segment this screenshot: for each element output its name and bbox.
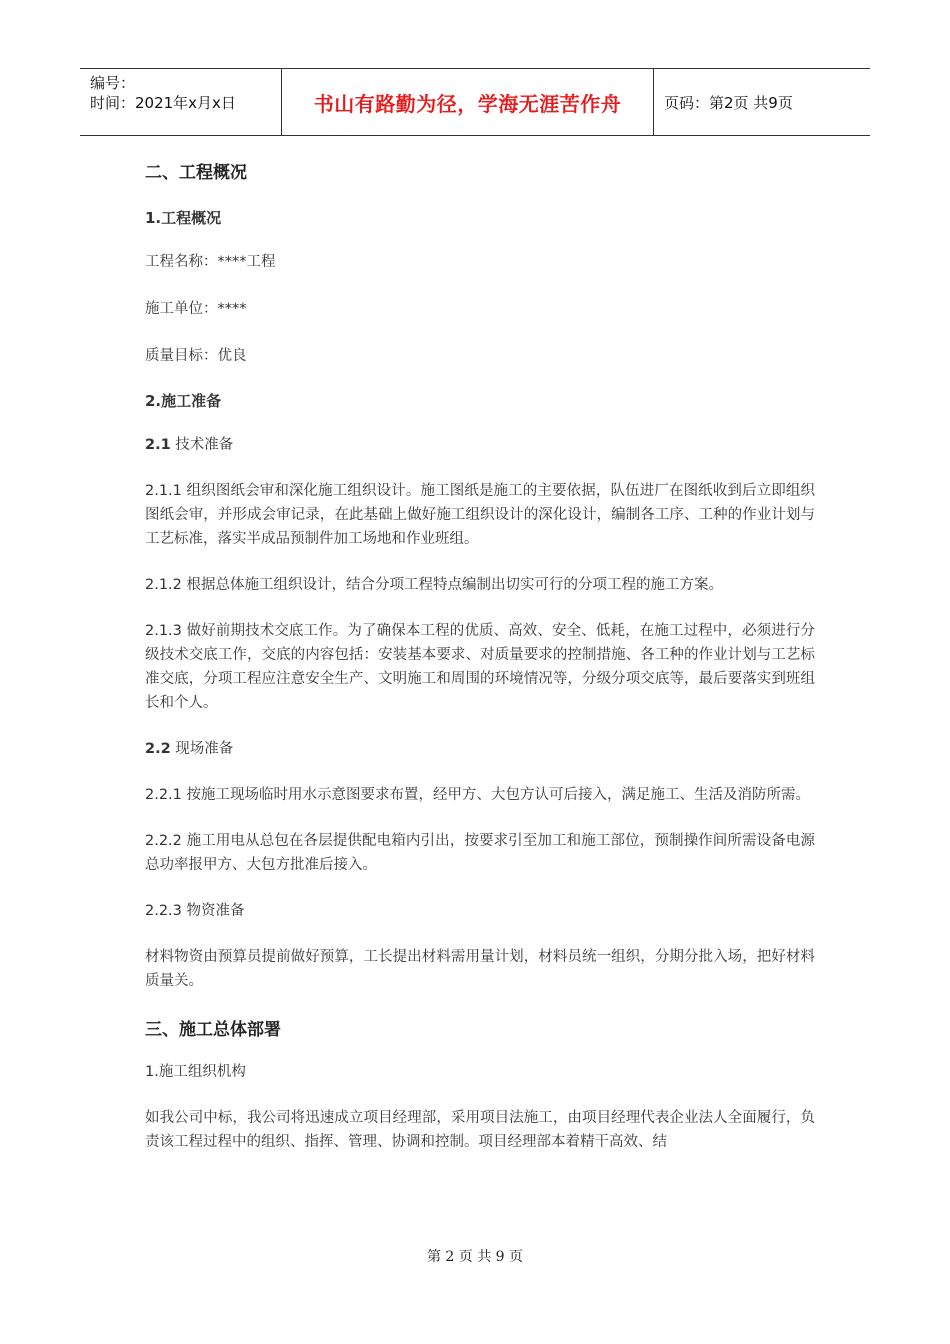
heading-site-prep	[145, 737, 815, 761]
project-name: 工程名称：****工程	[145, 254, 276, 270]
header-meta	[80, 69, 282, 135]
document-body	[145, 158, 815, 1154]
section-title-overview: 二、工程概况	[145, 163, 247, 183]
paragraph-organization: 如我公司中标，我公司将迅速成立项目经理部，采用项目法施工，由项目经理代表企业法人全面履行，负责该工程过程中的组织、指挥、管理、协调和控制。项目经理部本着精干高效、结	[145, 1110, 815, 1150]
paragraph-2-1-3: 2.1.3 做好前期技术交底工作。为了确保本工程的优质、高效、安全、低耗，在施工过程中，必须进行分级技术交底工作，交底的内容包括：安装基本要求、对质量要求的控制措施、各工种的作业计划与工艺标准交底，分项工程应注意安全生产、文明施工和周围的环境情况等，分级分项交底等，最后要落实到班组长和个人。	[145, 623, 815, 711]
subsection-title-preparation: 2.施工准备	[145, 392, 222, 410]
header-page-info: 页码：第2页 共9页	[664, 93, 793, 112]
subsection-title-project-overview: 1.工程概况	[145, 209, 222, 227]
paragraph-2-1-2: 2.1.2 根据总体施工组织设计，结合分项工程特点编制出切实可行的分项工程的施工方案。	[145, 577, 723, 593]
header-motto: 书山有路勤为径，学海无涯苦作舟	[282, 69, 654, 135]
paragraph-2-2-2: 2.2.2 施工用电从总包在各层提供配电箱内引出，按要求引至加工和施工部位，预制操作间所需设备电源总功率报甲方、大包方批准后接入。	[145, 833, 815, 873]
heading-technical-prep	[145, 433, 815, 457]
heading-text: 现场准备	[170, 741, 234, 757]
heading-text: 技术准备	[170, 437, 234, 453]
paragraph-materials: 材料物资由预算员提前做好预算，工长提出材料需用量计划，材料员统一组织，分期分批入场，把好材料质量关。	[145, 949, 815, 989]
paragraph-2-2-3: 2.2.3 物资准备	[145, 903, 245, 919]
heading-number: 2.1	[145, 437, 171, 453]
section-title-deployment: 三、施工总体部署	[145, 1020, 281, 1040]
page-header	[80, 68, 870, 136]
paragraph-2-1-1: 2.1.1 组织图纸会审和深化施工组织设计。施工图纸是施工的主要依据，队伍进厂在图纸收到后立即组织图纸会审，并形成会审记录，在此基础上做好施工组织设计的深化设计，编制各工序、工种的作业计划与工艺标准，落实半成品预制件加工场地和作业班组。	[145, 483, 815, 547]
code-label: 编号：	[90, 74, 136, 92]
construction-unit: 施工单位：****	[145, 301, 247, 317]
page-footer: 第 2 页 共 9 页	[426, 1249, 524, 1265]
subsection-title-organization: 1.施工组织机构	[145, 1064, 246, 1080]
heading-number: 2.2	[145, 741, 171, 757]
time-label: 时间：2021年x月x日	[90, 94, 236, 112]
quality-goal: 质量目标：优良	[145, 348, 247, 364]
paragraph-2-2-1: 2.2.1 按施工现场临时用水示意图要求布置，经甲方、大包方认可后接入，满足施工、生活及消防所需。	[145, 787, 810, 803]
